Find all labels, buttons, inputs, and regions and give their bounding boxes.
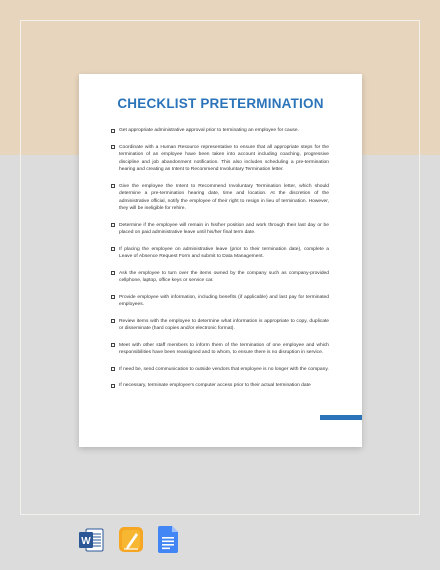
checklist-item-text: If placing the employee on administrative leave (prior to their termination date), complete a Leave of Absence Request Form and submit to Data Management. (119, 246, 329, 259)
checklist-item-text: Determine if the employee will remain in his/her position and work through their last day or be placed on paid administrative leave until his/her final term date. (119, 222, 329, 235)
checkbox-icon (111, 223, 115, 227)
checkbox-icon (111, 129, 115, 133)
checklist-item (111, 144, 329, 174)
checkbox-icon (111, 343, 115, 347)
checklist-item (111, 342, 329, 357)
checklist-item (111, 382, 329, 390)
checkbox-icon (111, 384, 115, 388)
google-docs-icon[interactable] (158, 526, 178, 553)
checklist-item-text: Ask the employee to turn over the items owned by the company such as company-provided cellphone, laptop, office keys or service car. (119, 270, 329, 283)
document-page (79, 74, 362, 447)
word-icon[interactable] (79, 528, 104, 552)
checklist-item (111, 318, 329, 333)
checklist-item (111, 246, 329, 261)
checklist-item (111, 366, 329, 374)
checkbox-icon (111, 247, 115, 251)
document-title: CHECKLIST PRETERMINATION (117, 96, 324, 111)
checklist-item (111, 294, 329, 309)
checkbox-icon (111, 271, 115, 275)
checkbox-icon (111, 319, 115, 323)
checklist-item-text: If need be, send communication to outside vendors that employee is no longer with the company. (119, 366, 329, 372)
checklist (111, 127, 329, 399)
checklist-item-text: Provide employee with information, including benefits (if applicable) and last pay for terminated employees. (119, 294, 329, 307)
checkbox-icon (111, 184, 115, 188)
checklist-item-text: Meet with other staff members to inform them of the termination of one employee and which responsibilities have been reassigned and to whom, to ensure there is no disruption in service. (119, 342, 329, 355)
checklist-item-text: Give the employee the Intent to Recommend Involuntary Termination letter, which should determine a pre-termination hearing date, time and location. At the discretion of the administrative official, notify the employee of their right to resign in lieu of termination. However, they will be ineligible for rehire. (119, 183, 329, 211)
checkbox-icon (111, 145, 115, 149)
checklist-item (111, 183, 329, 213)
checklist-item (111, 270, 329, 285)
accent-bar (320, 415, 362, 420)
checkbox-icon (111, 295, 115, 299)
checklist-item-text: Get appropriate administrative approval prior to terminating an employee for cause. (119, 128, 299, 133)
checklist-item (111, 127, 329, 135)
checkbox-icon (111, 367, 115, 371)
checklist-item-text: If necessary, terminate employee's computer access prior to their actual termination date (119, 383, 311, 388)
pages-icon[interactable] (119, 527, 143, 552)
svg-text:W: W (81, 536, 91, 547)
checklist-item-text: Coordinate with a Human Resource representative to ensure that all appropriate steps for the termination of an employee have been taken into account including coaching, progressive discipline and job abandonment notification. This also includes scheduling a pre-termination hearing and creating an Intent to Recommend Involuntary Termination letter. (119, 144, 329, 172)
checklist-item-text: Review items with the employee to determine what information is appropriate to copy, duplicate or disseminate (hard copies and/or electronic format). (119, 318, 329, 331)
checklist-item (111, 222, 329, 237)
